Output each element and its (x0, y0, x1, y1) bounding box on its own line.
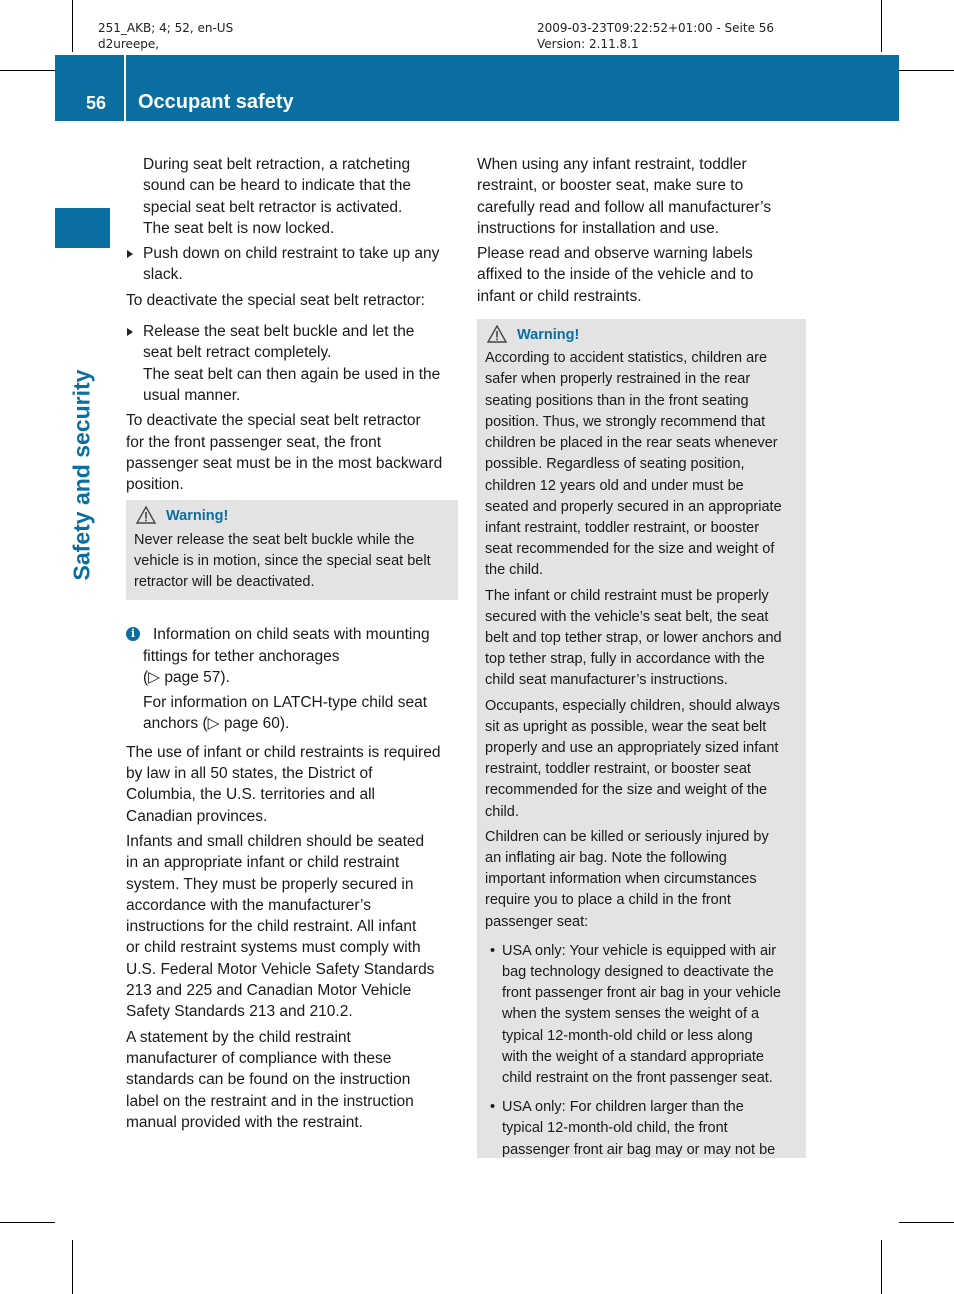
warning-paragraph: Occupants, especially children, should always sit as upright as possible, wear the seat belt properly and use an appropriately sized infant restraint, toddler restraint, or booster seat recommended for the size and weight of the child. (485, 697, 780, 820)
left-column (126, 154, 458, 1137)
warning-title: Warning! (166, 508, 229, 525)
instruction-step: Push down on child restraint to take up any slack. (126, 243, 458, 286)
meta-line: Version: 2.11.8.1 (537, 37, 639, 51)
page-number: 56 (86, 93, 107, 113)
bullet-item: • USA only: Your vehicle is equipped with air bag technology designed to deactivate the front passenger front air bag in your vehicle when the system senses the weight of a typical 12-month-old child or less along with the weight of a standard appropriate child restraint on the front passenger seat. (490, 942, 781, 1086)
header-divider (124, 55, 126, 121)
crop-mark (881, 0, 882, 52)
crop-mark (72, 0, 73, 52)
meta-line: 2009-03-23T09:22:52+01:00 - Seite 56 (537, 21, 775, 35)
warning-triangle-icon (136, 506, 156, 524)
crop-mark (881, 1240, 882, 1294)
meta-line: 251_AKB; 4; 52, en-US (98, 21, 234, 35)
step-arrow-icon (127, 328, 133, 336)
paragraph: The use of infant or child restraints is required by law in all 50 states, the District of Columbia, the U.S. territories and all Canadian provinces. (126, 743, 441, 825)
info-note: i Information on child seats with mounting fittings for tether anchorages (▷ page 57). For information on LATCH-type child seat anchors (▷ page 60). (126, 624, 458, 734)
warning-paragraph: According to accident statistics, children are safer when properly restrained in the rear seating positions than in the front seating position. Thus, we strongly recommend that children be placed in the rear seats whenever possible. Regardless of seating position, children 12 years old and under must be seated and properly secured in an appropriate infant restraint, toddler restraint, or booster seat recommended for the size and weight of the child. (485, 350, 782, 579)
step-arrow-icon (127, 250, 133, 258)
paragraph: Please read and observe warning labels affixed to the inside of the vehicle and to infant or child restraints. (477, 245, 754, 305)
section-title: Occupant safety (138, 91, 294, 113)
side-tab-title: Safety and security (68, 369, 95, 581)
crop-mark (0, 1222, 55, 1223)
meta-line: d2ureepe, (98, 37, 160, 51)
warning-title: Warning! (517, 327, 580, 344)
crop-mark (72, 1240, 73, 1294)
warning-box (477, 319, 806, 1158)
paragraph: To deactivate the special seat belt retractor: (126, 291, 425, 309)
result-text: During seat belt retraction, a ratcheting sound can be heard to indicate that the special seat belt retractor is activated. The seat belt is now locked. (143, 156, 412, 237)
warning-header (485, 325, 798, 346)
paragraph: Infants and small children should be seated in an appropriate infant or child restraint system. They must be properly secured in accordance with the manufacturer’s instructions for the child restraint. All infant or child restraint systems must comply with U.S. Federal Motor Vehicle Safety Standards 213 and 225 and Canadian Motor Vehicle Safety Standards 213 and 210.2. (126, 832, 435, 1021)
print-meta-left (98, 20, 233, 52)
warning-paragraph: Children can be killed or seriously injured by an inflating air bag. Note the following important information when circumstances require you to place a child in the front passenger seat: (485, 828, 769, 930)
right-column (477, 154, 806, 1158)
paragraph: To deactivate the special seat belt retractor for the front passenger seat, the front passenger seat must be in the most backward position. (126, 412, 443, 494)
crop-mark (899, 70, 954, 71)
paragraph: A statement by the child restraint manufacturer of compliance with these standards can be found on the instruction label on the restraint and in the instruction manual provided with the restraint. (126, 1028, 414, 1131)
bullet-dot: • (490, 1099, 496, 1116)
crop-mark (899, 1222, 954, 1223)
print-meta-right (537, 20, 774, 52)
info-icon: i (126, 627, 140, 641)
crop-mark (0, 70, 55, 71)
warning-header (134, 506, 450, 527)
bullet-dot: • (490, 942, 496, 959)
paragraph: When using any infant restraint, toddler restraint, or booster seat, make sure to carefully read and follow all manufacturer’s instructions for installation and use. (477, 156, 772, 237)
warning-box: Warning! Never release the seat belt buckle while the vehicle is in motion, since the special seat belt retractor will be deactivated. (126, 500, 458, 600)
instruction-step: Release the seat belt buckle and let the seat belt retract completely. The seat belt can then again be used in the usual manner. (126, 321, 458, 406)
side-tab-marker (55, 208, 110, 248)
bullet-item: • USA only: For children larger than the typical 12-month-old child, the front passenger front air bag may or may not be (490, 1099, 776, 1158)
warning-paragraph: The infant or child restraint must be properly secured with the vehicle’s seat belt, the seat belt and top tether strap, or lower anchors and top tether strap, fully in accordance with the child seat manufacturer’s instructions. (485, 587, 782, 689)
warning-triangle-icon (487, 325, 507, 343)
